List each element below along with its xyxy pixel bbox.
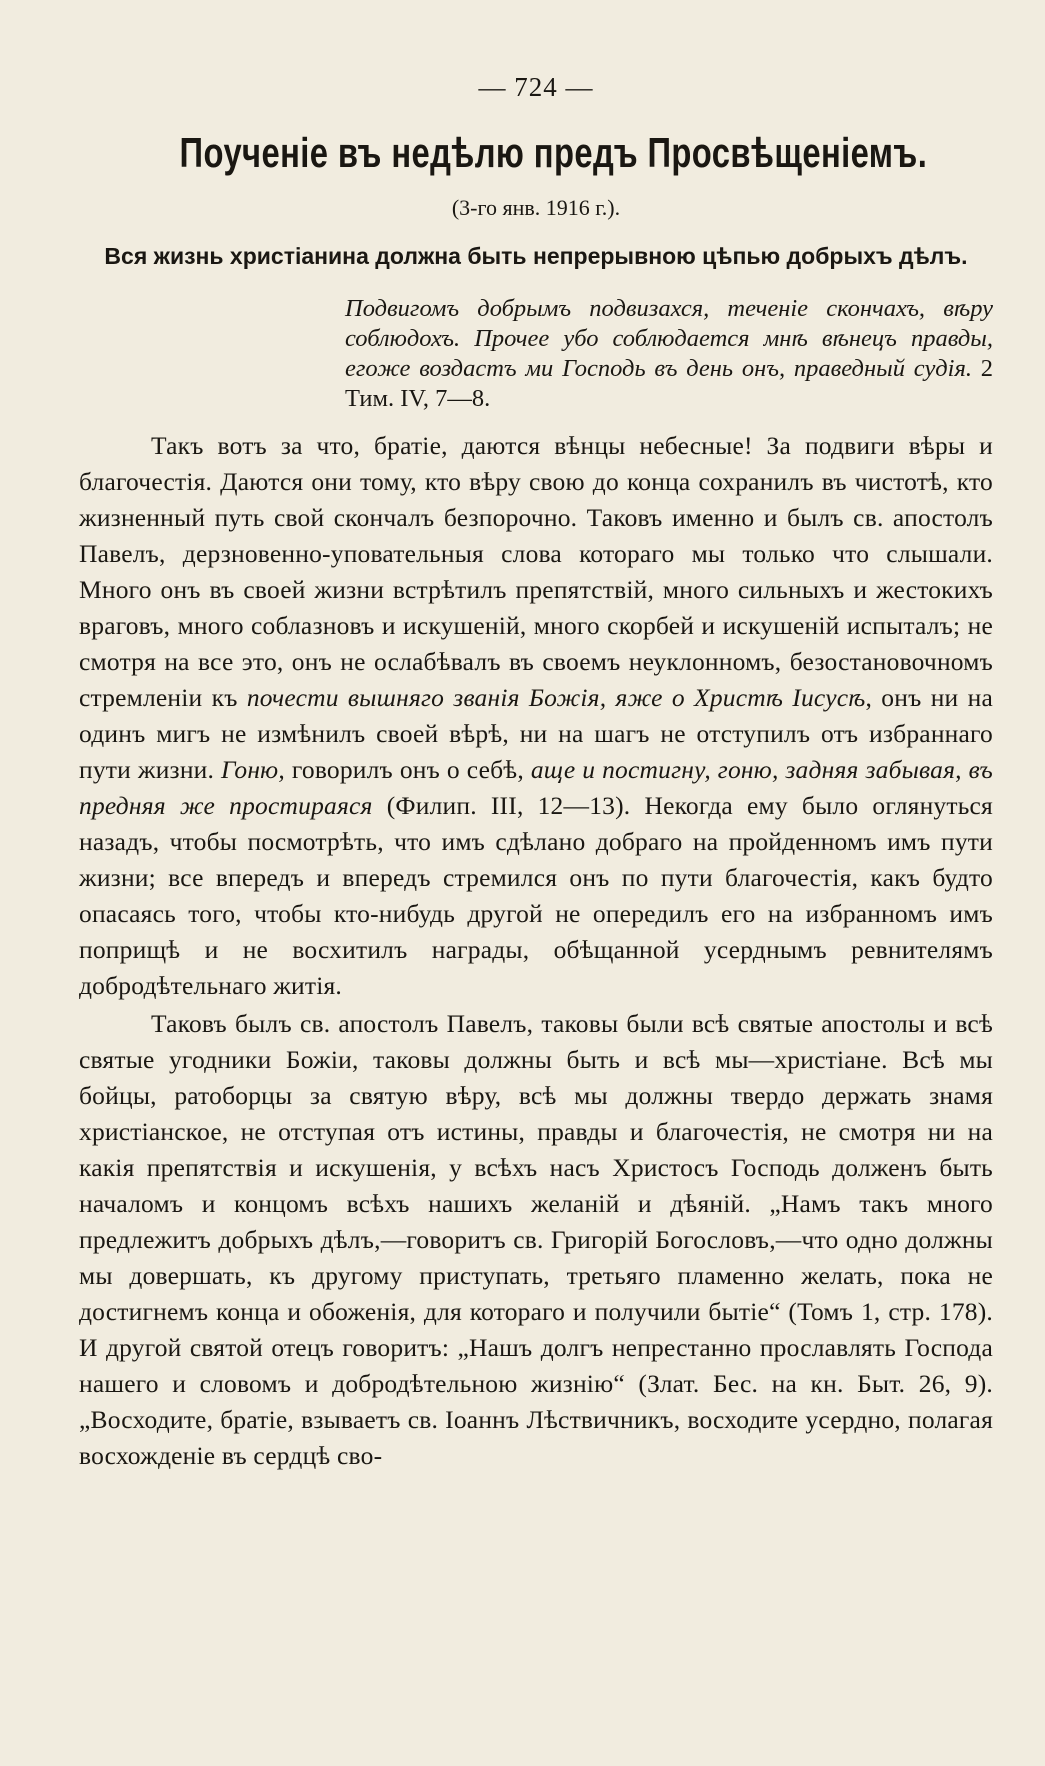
paragraph-1-quote-philippians: почести вышняго званія Божія, яже о Христѣ Іисусѣ xyxy=(246,683,866,712)
sermon-date: (3-го янв. 1916 г.). xyxy=(451,195,621,220)
paragraph-1-part-e: говорилъ онъ о себѣ, xyxy=(284,755,531,784)
sermon-title: Поученіе въ недѣлю предъ Просвѣщеніемъ. xyxy=(179,129,928,176)
epigraph-text: Подвигомъ добрымъ подвизахся, теченіе скончахъ, вѣру соблюдохъ. Прочее убо соблюдается мнѣ вѣнецъ правды, егоже воздастъ ми Господь въ день онъ, праведный судія. xyxy=(345,295,993,382)
paragraph-1-part-a: Такъ вотъ за что, братіе, даются вѣнцы небесные! За подвиги вѣры и благочестія. Даются они тому, кто вѣру свою до конца сохранилъ въ чистотѣ, кто жизненный путь свой скончалъ безпорочно. Таковъ именно и былъ св. апостолъ Павелъ, дерзновенно-уповательныя слова котораго мы только что слышали. Много онъ въ своей жизни встрѣтилъ препятствій, много сильныхъ и жестокихъ враговъ, много соблазновъ и искушеній, много скорбей и искушеній испыталъ; не смотря на все это, онъ не ослабѣвалъ въ своемъ неуклонномъ, безостановочномъ стремленіи къ xyxy=(79,431,993,712)
epigraph-reference: 2 Тим. IV, 7—8. xyxy=(345,355,994,412)
paragraph-2: Таковъ былъ св. апостолъ Павелъ, таковы были всѣ святые апостолы и всѣ святые угодники Божіи, таковы должны быть и всѣ мы—христіане. Всѣ мы бойцы, ратоборцы за святую вѣру, всѣ мы должны твердо держать знамя христіанское, не отступая отъ истины, правды и благочестія, не смотря ни на какія препятствія и искушенія, у всѣхъ насъ Христосъ Господь долженъ быть началомъ и концомъ всѣхъ нашихъ желаній и дѣяній. „Намъ такъ много предлежитъ добрыхъ дѣлъ,—говоритъ св. Григорій Богословъ,—что одно должны мы довершать, къ другому приступать, третьяго пламенно желать, пока не достигнемъ конца и обоженія, для котораго и получили бытіе“ (Томъ 1, стр. 178). И другой святой отецъ говоритъ: „Нашъ долгъ непрестанно прославлять Господа нашего и словомъ и добродѣтельною жизнію“ (Злат. Бес. на кн. Быт. 26, 9). „Восходите, братіе, взываетъ св. Іоаннъ Лѣствичникъ, восходите усердно, полагая восхожденіе въ сердцѣ сво- xyxy=(79,1009,993,1470)
paragraph-1 xyxy=(79,428,993,1004)
paragraph-1-quote-zadnyaya: аще и постигну, гоню, задняя забывая, въ предняя же простираяся xyxy=(79,755,993,820)
paragraph-1-part-g: (Филип. III, 12—13). Некогда ему было оглянуться назадъ, чтобы посмотрѣть, что имъ сдѣлано добраго на пройденномъ имъ пути жизни; все впередъ и впередъ стремился онъ по пути благочестія, какъ будто опасаясь того, чтобы кто-нибудь другой не опередилъ его на избранномъ имъ поприщѣ и не восхитилъ награды, обѣщанной усерднымъ ревнителямъ добродѣтельнаго житія. xyxy=(79,791,993,1000)
paragraph-1-quote-gonyu: Гоню, xyxy=(221,755,285,784)
sermon-body xyxy=(79,428,993,1474)
paragraph-1-part-c: , онъ ни на одинъ мигъ не измѣнилъ своей вѣрѣ, ни на шагъ не отступилъ отъ избраннаго пути жизни. xyxy=(79,683,993,784)
page-number: — 724 — xyxy=(478,72,594,102)
sermon-subtitle: Вся жизнь христіанина должна быть непрерывною цѣпью добрыхъ дѣлъ. xyxy=(104,243,968,269)
epigraph xyxy=(345,294,993,414)
